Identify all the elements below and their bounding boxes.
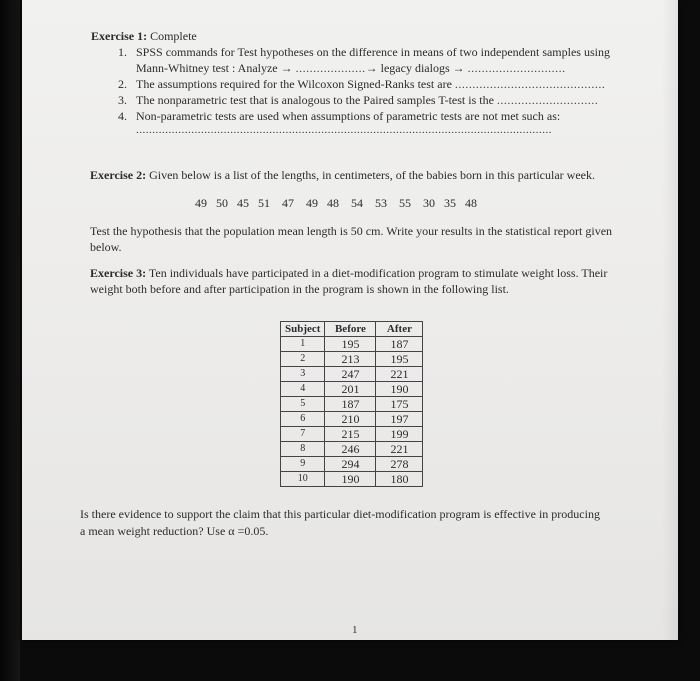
after-cell: 199 <box>376 427 423 442</box>
exercise-3-question-line1: Is there evidence to support the claim that this particular diet-modification program is effective in producing <box>80 507 600 521</box>
table-row <box>281 382 423 397</box>
before-cell: 246 <box>325 442 376 457</box>
baby-length-values: 49 50 45 51 47 49 48 54 53 55 30 35 48 <box>195 196 477 210</box>
before-cell: 187 <box>325 397 376 412</box>
subject-cell: 4 <box>281 382 325 397</box>
after-cell: 221 <box>376 367 423 382</box>
exercise-2-instruction-line1: Test the hypothesis that the population mean length is 50 cm. Write your results in the statistical report given <box>90 224 613 238</box>
item-2-text: The assumptions required for the Wilcoxon Signed-Ranks test are <box>136 77 455 91</box>
exercise-3-heading <box>90 266 607 281</box>
table-row <box>281 337 423 352</box>
after-cell: 190 <box>376 382 423 397</box>
subject-cell: 10 <box>281 472 325 487</box>
item-1-analyze-text: Mann-Whitney test : Analyze → <box>136 61 296 75</box>
after-cell: 278 <box>376 457 423 472</box>
photo-background-edge <box>0 0 20 681</box>
exercise-2-instruction-line2: below. <box>90 240 122 254</box>
item-2-number: 2. <box>118 77 127 91</box>
table-row <box>281 397 423 412</box>
before-cell: 215 <box>325 427 376 442</box>
column-header-after: After <box>376 322 423 337</box>
table-row <box>281 412 423 427</box>
exercise-2-title-rest: Given below is a list of the lengths, in centimeters, of the babies born in this particular week. <box>146 168 595 182</box>
item-2-blank: ........................................... <box>454 77 606 91</box>
item-3-blank: ............................. <box>496 93 599 107</box>
exercise-2-heading <box>90 168 595 183</box>
table-row <box>281 472 423 487</box>
exercise-1-heading <box>91 29 197 44</box>
item-1-blank-1: .................... <box>295 61 366 75</box>
after-cell: 175 <box>376 397 423 412</box>
item-1-blank-2: ............................ <box>467 61 566 75</box>
table-row <box>281 442 423 457</box>
table-header-row <box>281 322 423 337</box>
after-cell: 180 <box>376 472 423 487</box>
after-cell: 187 <box>376 337 423 352</box>
exercise-3-title: Exercise 3: <box>90 266 147 280</box>
table-row <box>281 352 423 367</box>
before-cell: 247 <box>325 367 376 382</box>
exercise-3-line2: weight both before and after participation in the program is shown in the following list. <box>90 282 509 296</box>
item-1-line2 <box>136 61 566 76</box>
before-cell: 195 <box>325 337 376 352</box>
table-row <box>281 427 423 442</box>
item-2-line <box>136 77 605 92</box>
subject-cell: 3 <box>281 367 325 382</box>
after-cell: 221 <box>376 442 423 457</box>
exercise-1-title: Exercise 1: <box>91 29 148 43</box>
exercise-1-title-rest: Complete <box>147 29 197 43</box>
item-4-blank: ................................................................................................................................ <box>136 124 552 136</box>
page-shadow <box>662 0 678 640</box>
column-header-subject: Subject <box>281 322 325 337</box>
after-cell: 197 <box>376 412 423 427</box>
item-1-text: SPSS commands for Test hypotheses on the difference in means of two independent samples using <box>136 45 610 59</box>
exercise-3-title-rest: Ten individuals have participated in a diet-modification program to stimulate weight loss. Their <box>146 266 608 280</box>
table-row <box>281 457 423 472</box>
item-1-number: 1. <box>118 45 127 59</box>
page-number: 1 <box>352 624 358 636</box>
subject-cell: 1 <box>281 337 325 352</box>
after-cell: 195 <box>376 352 423 367</box>
subject-cell: 2 <box>281 352 325 367</box>
before-cell: 190 <box>325 472 376 487</box>
exercise-3-question-line2: a mean weight reduction? Use α =0.05. <box>80 524 269 538</box>
before-cell: 213 <box>325 352 376 367</box>
item-3-line <box>136 93 598 108</box>
subject-cell: 6 <box>281 412 325 427</box>
item-4-text: Non-parametric tests are used when assumptions of parametric tests are not met such as: <box>136 109 561 123</box>
before-cell: 210 <box>325 412 376 427</box>
subject-cell: 5 <box>281 397 325 412</box>
item-1-legacy-text: → legacy dialogs → <box>365 61 468 75</box>
item-4-number: 4. <box>118 109 127 123</box>
document-page <box>22 0 678 640</box>
weight-table <box>280 321 423 487</box>
subject-cell: 9 <box>281 457 325 472</box>
table-row <box>281 367 423 382</box>
exercise-2-title: Exercise 2: <box>90 168 147 182</box>
subject-cell: 7 <box>281 427 325 442</box>
before-cell: 294 <box>325 457 376 472</box>
item-3-text: The nonparametric test that is analogous to the Paired samples T-test is the <box>136 93 497 107</box>
subject-cell: 8 <box>281 442 325 457</box>
before-cell: 201 <box>325 382 376 397</box>
item-3-number: 3. <box>118 93 127 107</box>
column-header-before: Before <box>325 322 376 337</box>
